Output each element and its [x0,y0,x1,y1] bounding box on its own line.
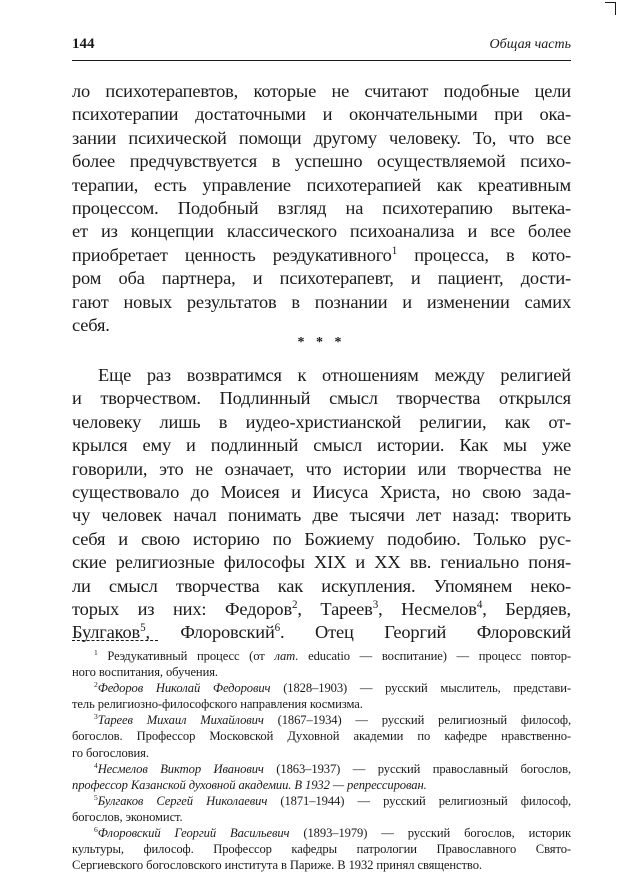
footnote-line: богослов, экономист. [72,809,183,824]
footnote-ref[interactable]: 2 [292,598,298,611]
text-line: ром оба партнера, и психотерапевт, и пациент, дости- [72,268,571,289]
section-separator: * * * [297,335,346,350]
text-line: ли смысл творчества как искупления. Упомянем неко- [72,575,571,596]
header-rule [72,60,571,61]
page-header [72,36,571,58]
footnote-line: го богословия. [72,745,149,760]
footnote-line: Сергиевского богословского института в Париже. В 1932 принял священство. [72,858,482,873]
footnote-author: Булгаков Сергей Николаевич [97,793,268,808]
text-fragment: , Несмелов [378,598,477,619]
text-fragment: торых из них: Федоров [72,598,293,619]
footnote-line: тель религиозно-философского направления космизма. [72,697,363,712]
footnote [72,712,571,760]
footnote-marker: 3 [94,712,98,722]
text-fragment: , Тареев [297,598,373,619]
text-line: зании психической помощи другому человеку. То, что все [72,127,571,148]
footnote-author: Федоров Николай Федорович [97,681,271,696]
footnote-text: Реэдукативный процесс (от [97,649,275,663]
text-line: ет из концепции классического психоанализа и все более [72,221,571,242]
text-fragment: , Бердяев, [482,598,572,619]
footnote-line [72,648,571,664]
text-line: говорили, это не означает, что истории или творчества не [72,458,571,479]
text-line [72,244,571,267]
footnote-text: (1828–1903) — русский мыслитель, представи- [270,681,571,696]
text-line: чу человек начал понимать две тысячи лет назад: творить [72,505,571,526]
footnote-line [72,825,571,841]
footnote-text: educatio — воспитание) — процесс повтор- [298,649,572,663]
text-line: и творчеством. Подлинный смысл творчества открылся [72,388,571,409]
text-fragment: процесса, в кото- [397,244,571,265]
footnote-marker: 2 [94,680,98,689]
text-fragment: приобретает ценность реэдукативного [72,244,392,265]
text-line: себя. [72,314,110,335]
footnote [72,680,571,712]
footnote-text: (1893–1979) — русский богослов, историк [289,826,571,841]
footnote-author: Несмелов Виктор Иванович [97,761,264,776]
footnote-ref[interactable]: 4 [476,598,483,611]
paragraph-1 [72,80,571,337]
text-line: человеку лишь в иудео-христианской религии, как от- [72,411,571,432]
text-line: процессом. Подобный взгляд на психотерапию вытека- [72,197,571,218]
text-fragment: . Отец Георгий Флоровский [280,622,571,643]
footnote-ref[interactable]: 1 [391,244,398,257]
text-line [72,598,571,621]
text-fragment: , Флоровский [145,622,275,643]
footnote [72,825,571,873]
footnote [72,793,571,825]
footnote [72,648,571,680]
footnote-marker: 4 [94,760,98,770]
text-line: гают новых результатов в познании и изменении самих [72,291,571,312]
footnote-line: культуры, философ. Профессор кафедры патрологии Православного Свято- [72,842,571,857]
footnote-line [72,777,571,793]
footnote-ref[interactable]: 5 [140,622,146,635]
footnote-text: (1863–1937) — русский православный богослов, [263,761,571,776]
footnote-marker: 1 [94,647,98,657]
text-line: психотерапии достаточными и окончательными при ока- [72,104,571,125]
footnote-marker: 5 [94,792,98,802]
footnote-line [72,712,571,728]
footnote-text: (1871–1944) — русский религиозный философ, [267,793,571,808]
text-fragment: Булгаков [72,622,141,643]
text-line: ские религиозные философы XIX и XX вв. гениально поня- [72,552,571,573]
footnote-text: профессор Казанской духовной академии. В 1932 — репрессирован. [72,777,427,792]
footnote-rule [72,640,158,641]
footnote-line: ного воспитания, обучения. [72,665,218,680]
text-line: крылся ему и подлинный смысл истории. Как мы уже [72,435,571,456]
footnote-line: богослов. Профессор Московской Духовной академии по кафедре нравственно- [72,729,571,744]
footnote-marker: 6 [94,824,98,834]
text-line: ло психотерапевтов, которые не считают подобные цели [72,81,571,101]
text-line [72,621,571,644]
text-line: более предчувствуется в успешно осуществляемой психо- [72,151,571,172]
footnotes [72,648,571,873]
footnote-ref[interactable]: 6 [274,622,281,635]
footnote-line [72,680,571,696]
footnote-text: лат. [274,649,299,663]
footnote-ref[interactable]: 3 [372,598,379,611]
footnote-text: (1867–1934) — русский религиозный философ, [263,713,571,728]
footnote [72,761,571,793]
text-line: терапии, есть управление психотерапией как креативным [72,174,571,195]
text-line: существовало до Моисея и Иисуса Христа, но свою зада- [72,481,571,502]
footnote-line [72,793,571,809]
corner-crop-mark [605,2,616,15]
text-line: Еще раз возвратимся к отношениям между религией [98,365,571,385]
running-title: Общая часть [489,37,571,52]
paragraph-2 [72,364,571,645]
footnote-author: Флоровский Георгий Васильевич [97,826,290,841]
text-line: себя и свою историю по Божиему подобию. Только рус- [72,528,571,549]
page-number: 144 [72,36,95,52]
footnote-author: Тареев Михаил Михайлович [97,713,264,728]
footnote-line [72,761,571,777]
